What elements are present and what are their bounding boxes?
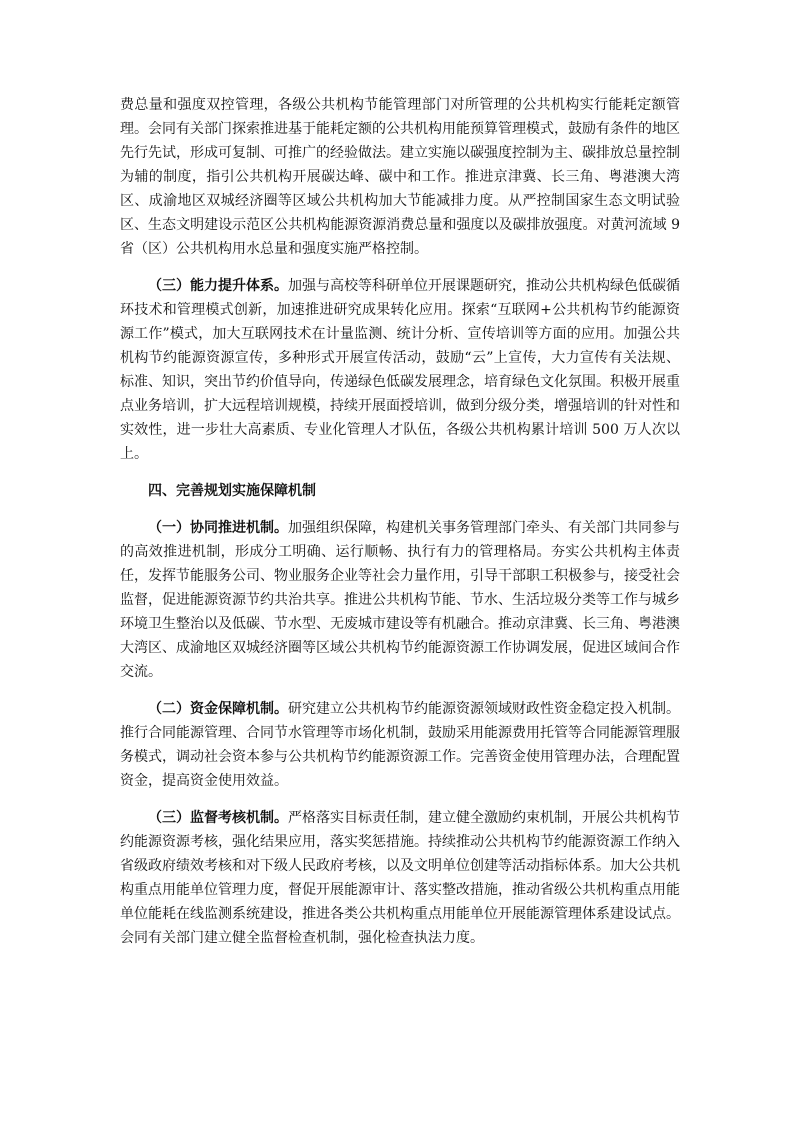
paragraph-text: 加强与高校等科研单位开展课题研究，推动公共机构绿色低碳循环技术和管理模式创新，加速推进研究成果转化应用。探索“互联网+公共机构节约能源资源工作”模式，加大互联网技术在计量监测、统计分析、宣传培训等方面的应用。加强公共机构节约能源资源宣传，多种形式开展宣传活动，鼓励“云”上宣传，大力宣传有关法规、标准、知识，突出节约价值导向，传递绿色低碳发展理念，培育绿色文化氛围。积极开展重点业务培训，扩大远程培训规模，持续开展面授培训，做到分级分类，增强培训的针对性和实效性，进一步壮大高素质、专业化管理人才队伍，各级公共机构累计培训 500 万人次以上。	[120, 278, 680, 462]
paragraph-supervision	[120, 806, 680, 950]
paragraph-lead: （一）协同推进机制。	[148, 520, 288, 536]
paragraph-funding	[120, 697, 680, 793]
paragraph-text: 加强组织保障，构建机关事务管理部门牵头、有关部门共同参与的高效推进机制，形成分工明确、运行顺畅、执行有力的管理格局。夯实公共机构主体责任，发挥节能服务公司、物业服务企业等社会力量作用，引导干部职工积极参与，接受社会监督，促进能源资源节约共治共享。推进公共机构节能、节水、生活垃圾分类等工作与城乡环境卫生整治以及低碳、节水型、无废城市建设等有机融合。推动京津冀、长三角、粤港澳大湾区、成渝地区双城经济圈等区域公共机构节约能源资源工作协调发展，促进区域间合作交流。	[120, 520, 680, 680]
document-body	[120, 93, 680, 963]
paragraph-text: 费总量和强度双控管理，各级公共机构节能管理部门对所管理的公共机构实行能耗定额管理。会同有关部门探索推进基于能耗定额的公共机构用能预算管理模式，鼓励有条件的地区先行先试，形成可复制、可推广的经验做法。建立实施以碳强度控制为主、碳排放总量控制为辅的制度，指引公共机构开展碳达峰、碳中和工作。推进京津冀、长三角、粤港澳大湾区、成渝地区双城经济圈等区域公共机构加大节能减排力度。从严控制国家生态文明试验区、生态文明建设示范区公共机构能源资源消费总量和强度以及碳排放强度。对黄河流域 9 省（区）公共机构用水总量和强度实施严格控制。	[120, 97, 680, 257]
paragraph-capacity-building	[120, 274, 680, 466]
paragraph-lead: （三）监督考核机制。	[148, 810, 288, 826]
paragraph-text: 研究建立公共机构节约能源资源领域财政性资金稳定投入机制。推行合同能源管理、合同节水管理等市场化机制，鼓励采用能源费用托管等合同能源管理服务模式，调动社会资本参与公共机构节约能源资源工作。完善资金使用管理办法，合理配置资金，提高资金使用效益。	[120, 701, 680, 789]
paragraph-lead: （二）资金保障机制。	[148, 701, 288, 717]
paragraph-energy-control	[120, 93, 680, 261]
paragraph-coordination	[120, 516, 680, 684]
paragraph-lead: （三）能力提升体系。	[148, 278, 288, 294]
section-heading: 四、完善规划实施保障机制	[148, 483, 316, 499]
paragraph-text: 严格落实目标责任制，建立健全激励约束机制，开展公共机构节约能源资源考核，强化结果应用，落实奖惩措施。持续推动公共机构节约能源资源工作纳入省级政府绩效考核和对下级人民政府考核，以及文明单位创建等活动指标体系。加大公共机构重点用能单位管理力度，督促开展能源审计、落实整改措施，推动省级公共机构重点用能单位能耗在线监测系统建设，推进各类公共机构重点用能单位开展能源管理体系建设试点。会同有关部门建立健全监督检查机制，强化检查执法力度。	[120, 810, 680, 946]
